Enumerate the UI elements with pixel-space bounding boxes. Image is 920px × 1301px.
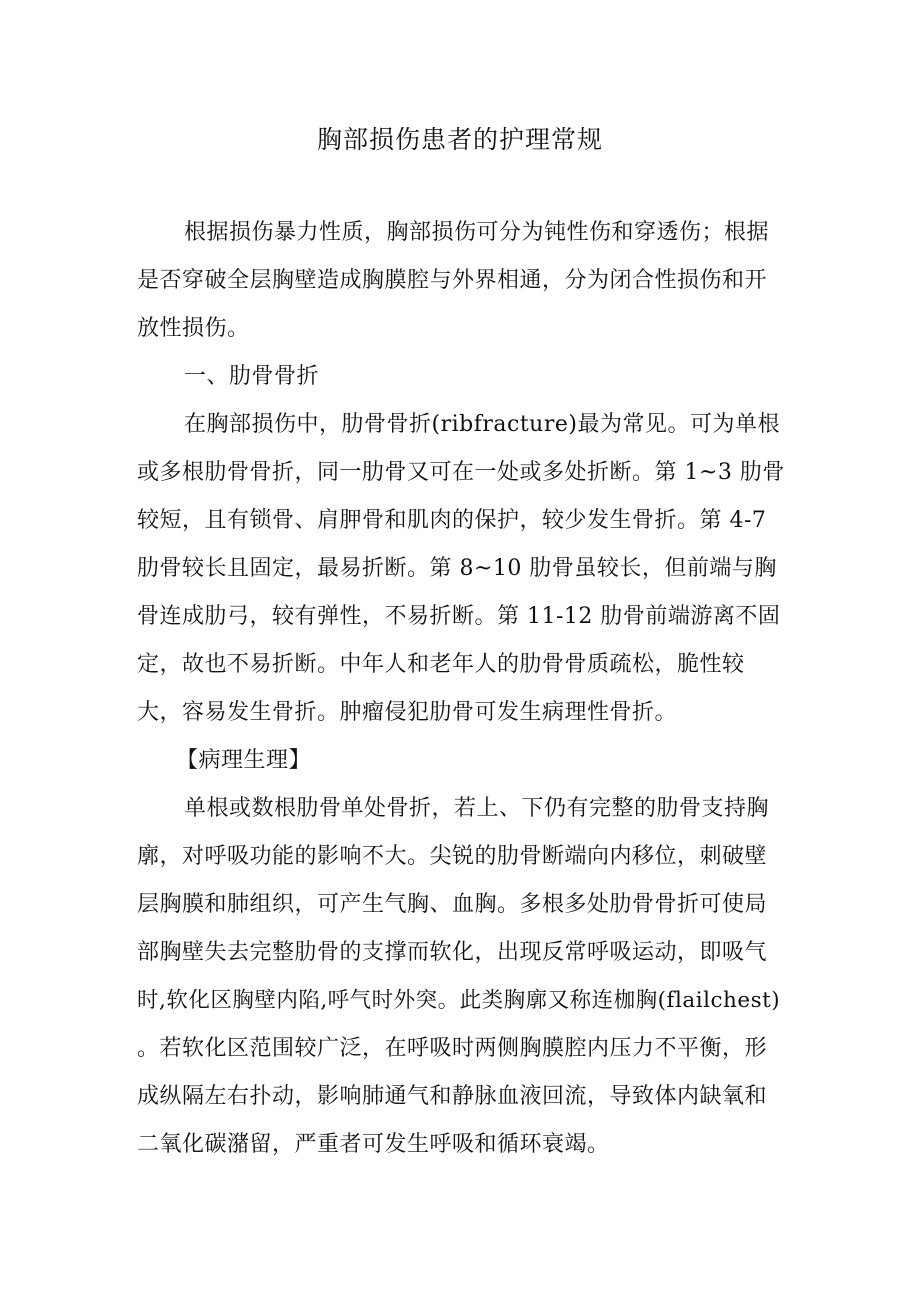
paragraph-line: 根据损伤暴力性质，胸部损伤可分为钝性伤和穿透伤；根据 (184, 220, 770, 245)
subsection-heading: 【病理生理】 (176, 748, 312, 773)
paragraph-line: 放性损伤。 (137, 316, 250, 341)
section-heading: 一、肋骨骨折 (184, 364, 320, 389)
paragraph-line: 在胸部损伤中，肋骨骨折(ribfracture)最为常见。可为单根 (184, 412, 780, 437)
paragraph-line: 或多根肋骨骨折，同一肋骨又可在一处或多处折断。第 1~3 肋骨 (137, 460, 785, 485)
paragraph-line: 部胸壁失去完整肋骨的支撑而软化，出现反常呼吸运动，即吸气 (137, 940, 768, 965)
paragraph-line: 是否穿破全层胸壁造成胸膜腔与外界相通，分为闭合性损伤和开 (137, 268, 768, 293)
document-title: 胸部损伤患者的护理常规 (316, 125, 603, 154)
paragraph-line: 廓，对呼吸功能的影响不大。尖锐的肋骨断端向内移位，刺破壁 (137, 844, 768, 869)
paragraph-line: 层胸膜和肺组织，可产生气胸、血胸。多根多处肋骨骨折可使局 (137, 892, 768, 917)
paragraph-line: 较短，且有锁骨、肩胛骨和肌肉的保护，较少发生骨折。第 4-7 (137, 508, 767, 533)
paragraph-line: 大，容易发生骨折。肿瘤侵犯肋骨可发生病理性骨折。 (137, 700, 678, 725)
paragraph-line: 二氧化碳潴留，严重者可发生呼吸和循环衰竭。 (137, 1132, 610, 1157)
paragraph-line: 时,软化区胸壁内陷,呼气时外突。此类胸廓又称连枷胸(flailchest) (137, 988, 781, 1013)
paragraph-line: 。若软化区范围较广泛，在呼吸时两侧胸膜腔内压力不平衡，形 (137, 1036, 768, 1061)
paragraph-line: 单根或数根肋骨单处骨折，若上、下仍有完整的肋骨支持胸 (184, 796, 770, 821)
paragraph-line: 成纵隔左右扑动，影响肺通气和静脉血液回流，导致体内缺氧和 (137, 1084, 768, 1109)
paragraph-line: 定，故也不易折断。中年人和老年人的肋骨骨质疏松，脆性较 (137, 652, 745, 677)
paragraph-line: 肋骨较长且固定，最易折断。第 8~10 肋骨虽较长，但前端与胸 (137, 556, 777, 581)
paragraph-line: 骨连成肋弓，较有弹性，不易折断。第 11-12 肋骨前端游离不固 (137, 604, 781, 629)
